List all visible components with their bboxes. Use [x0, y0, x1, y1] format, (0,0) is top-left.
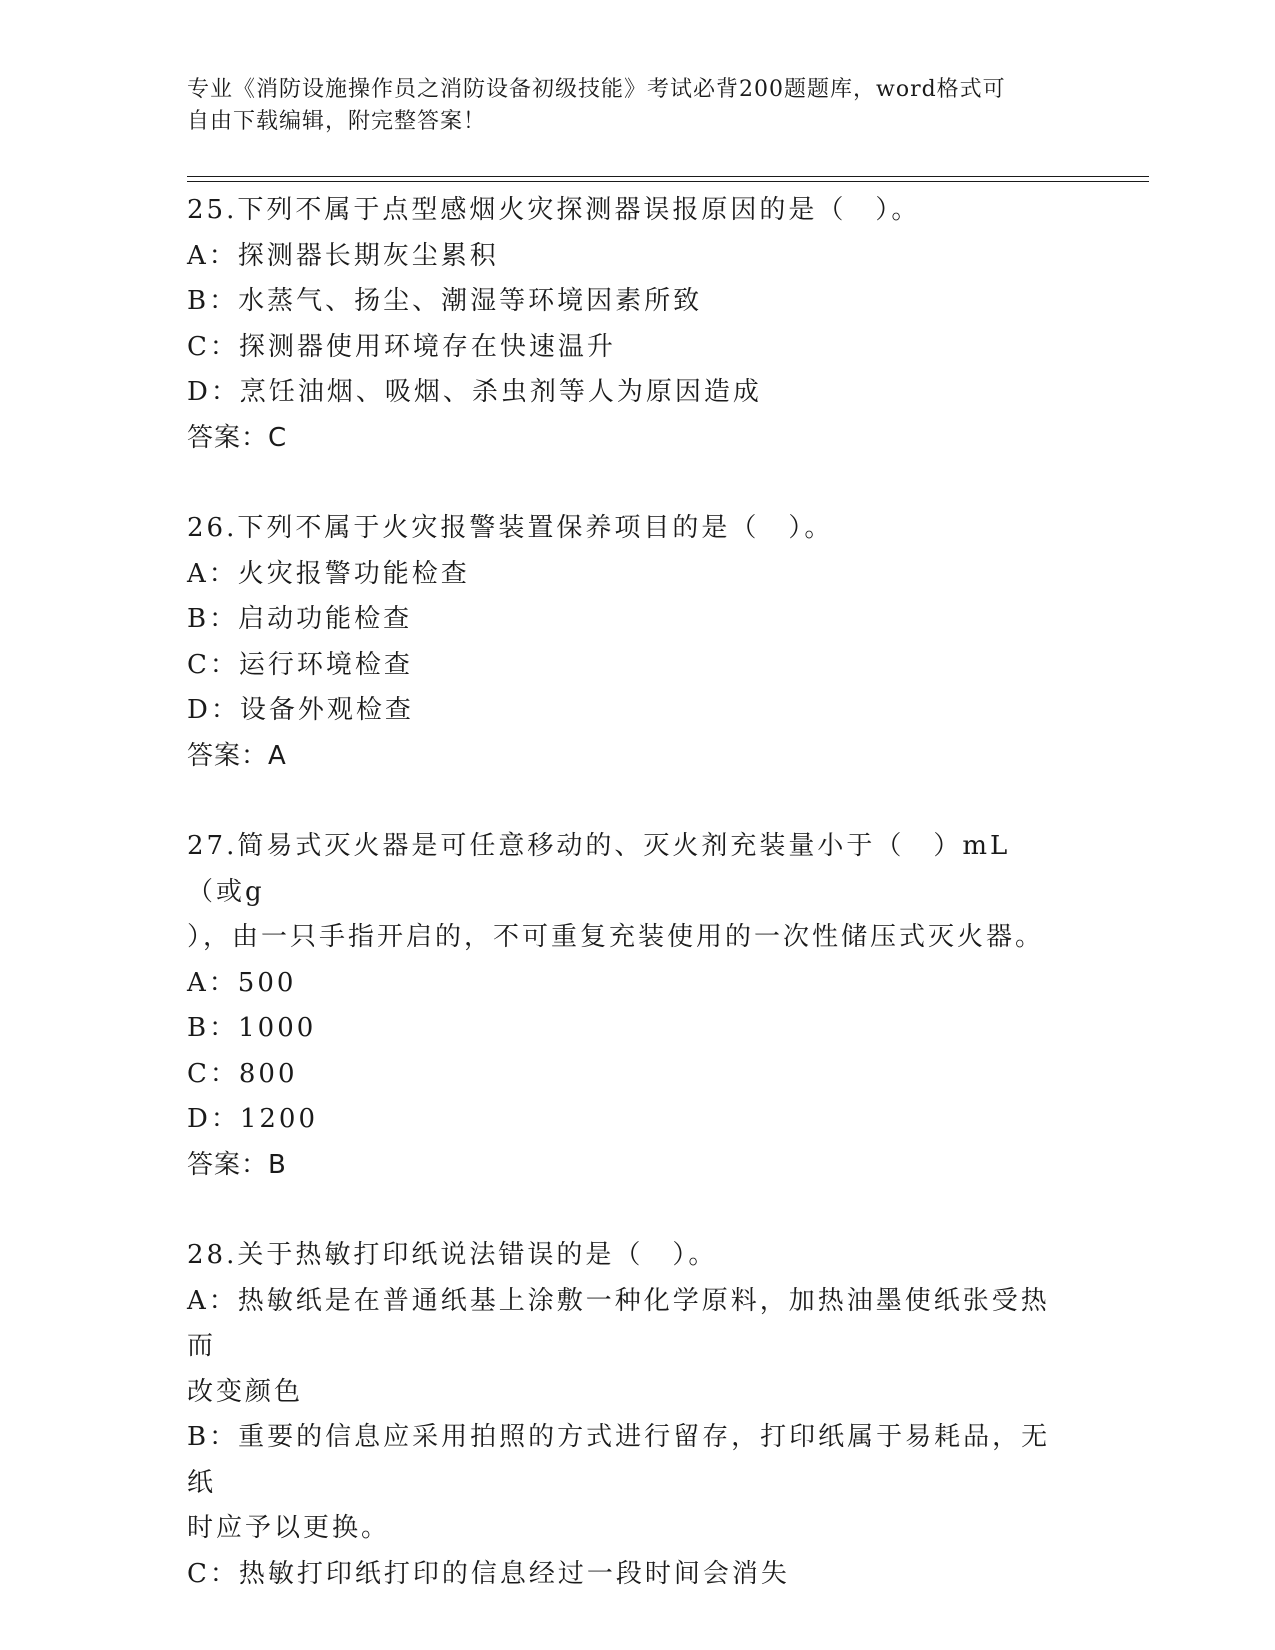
question-28 [187, 1233, 1067, 1597]
answer-label: 答案：B [187, 1149, 287, 1180]
spacer [187, 1188, 1067, 1233]
spacer [187, 461, 1067, 506]
question-stem: 25.下列不属于点型感烟火灾探测器误报原因的是（ ）。 [187, 195, 921, 225]
option-b: B：1000 [187, 1013, 317, 1043]
option-c: C：800 [187, 1058, 298, 1089]
header-rule-bottom [187, 181, 1149, 182]
option-d: D：1200 [187, 1104, 319, 1134]
option-b-line-1: B：重要的信息应采用拍照的方式进行留存，打印纸属于易耗品，无纸 [187, 1422, 1051, 1498]
header-rule-top [187, 176, 1149, 177]
header-line-2: 自由下载编辑，附完整答案！ [187, 109, 487, 134]
question-list [187, 188, 1067, 1597]
option-a: A：火灾报警功能检查 [187, 558, 470, 589]
option-a: A：探测器长期灰尘累积 [187, 240, 499, 271]
question-25 [187, 188, 1067, 461]
answer-label: 答案：A [187, 740, 287, 771]
option-d: D：烹饪油烟、吸烟、杀虫剂等人为原因造成 [187, 377, 762, 407]
question-stem: 26.下列不属于火灾报警装置保养项目的是（ ）。 [187, 513, 834, 543]
option-a: A：500 [187, 967, 297, 998]
question-stem-line-1: 27.简易式灭火器是可任意移动的、灭火剂充装量小于（ ）mL（或g [187, 831, 1011, 907]
option-c: C：热敏打印纸打印的信息经过一段时间会消失 [187, 1558, 790, 1589]
spacer [187, 779, 1067, 824]
document-header [187, 74, 1067, 138]
option-b: B：启动功能检查 [187, 604, 413, 634]
option-c: C：探测器使用环境存在快速温升 [187, 331, 616, 362]
option-b: B：水蒸气、扬尘、潮湿等环境因素所致 [187, 286, 703, 316]
question-stem-line-2: ），由一只手指开启的，不可重复充装使用的一次性储压式灭火器。 [187, 922, 1045, 952]
question-26 [187, 506, 1067, 779]
question-27 [187, 824, 1067, 1188]
question-stem: 28.关于热敏打印纸说法错误的是（ ）。 [187, 1240, 718, 1270]
answer-label: 答案：C [187, 422, 288, 453]
header-line-1: 专业《消防设施操作员之消防设备初级技能》考试必背200题题库，word格式可 [187, 77, 1006, 102]
option-b-line-2: 时应予以更换。 [187, 1513, 391, 1543]
option-a-line-2: 改变颜色 [187, 1376, 304, 1407]
option-a-line-1: A：热敏纸是在普通纸基上涂敷一种化学原料，加热油墨使纸张受热而 [187, 1285, 1050, 1361]
option-c: C：运行环境检查 [187, 649, 413, 680]
option-d: D：设备外观检查 [187, 695, 414, 725]
